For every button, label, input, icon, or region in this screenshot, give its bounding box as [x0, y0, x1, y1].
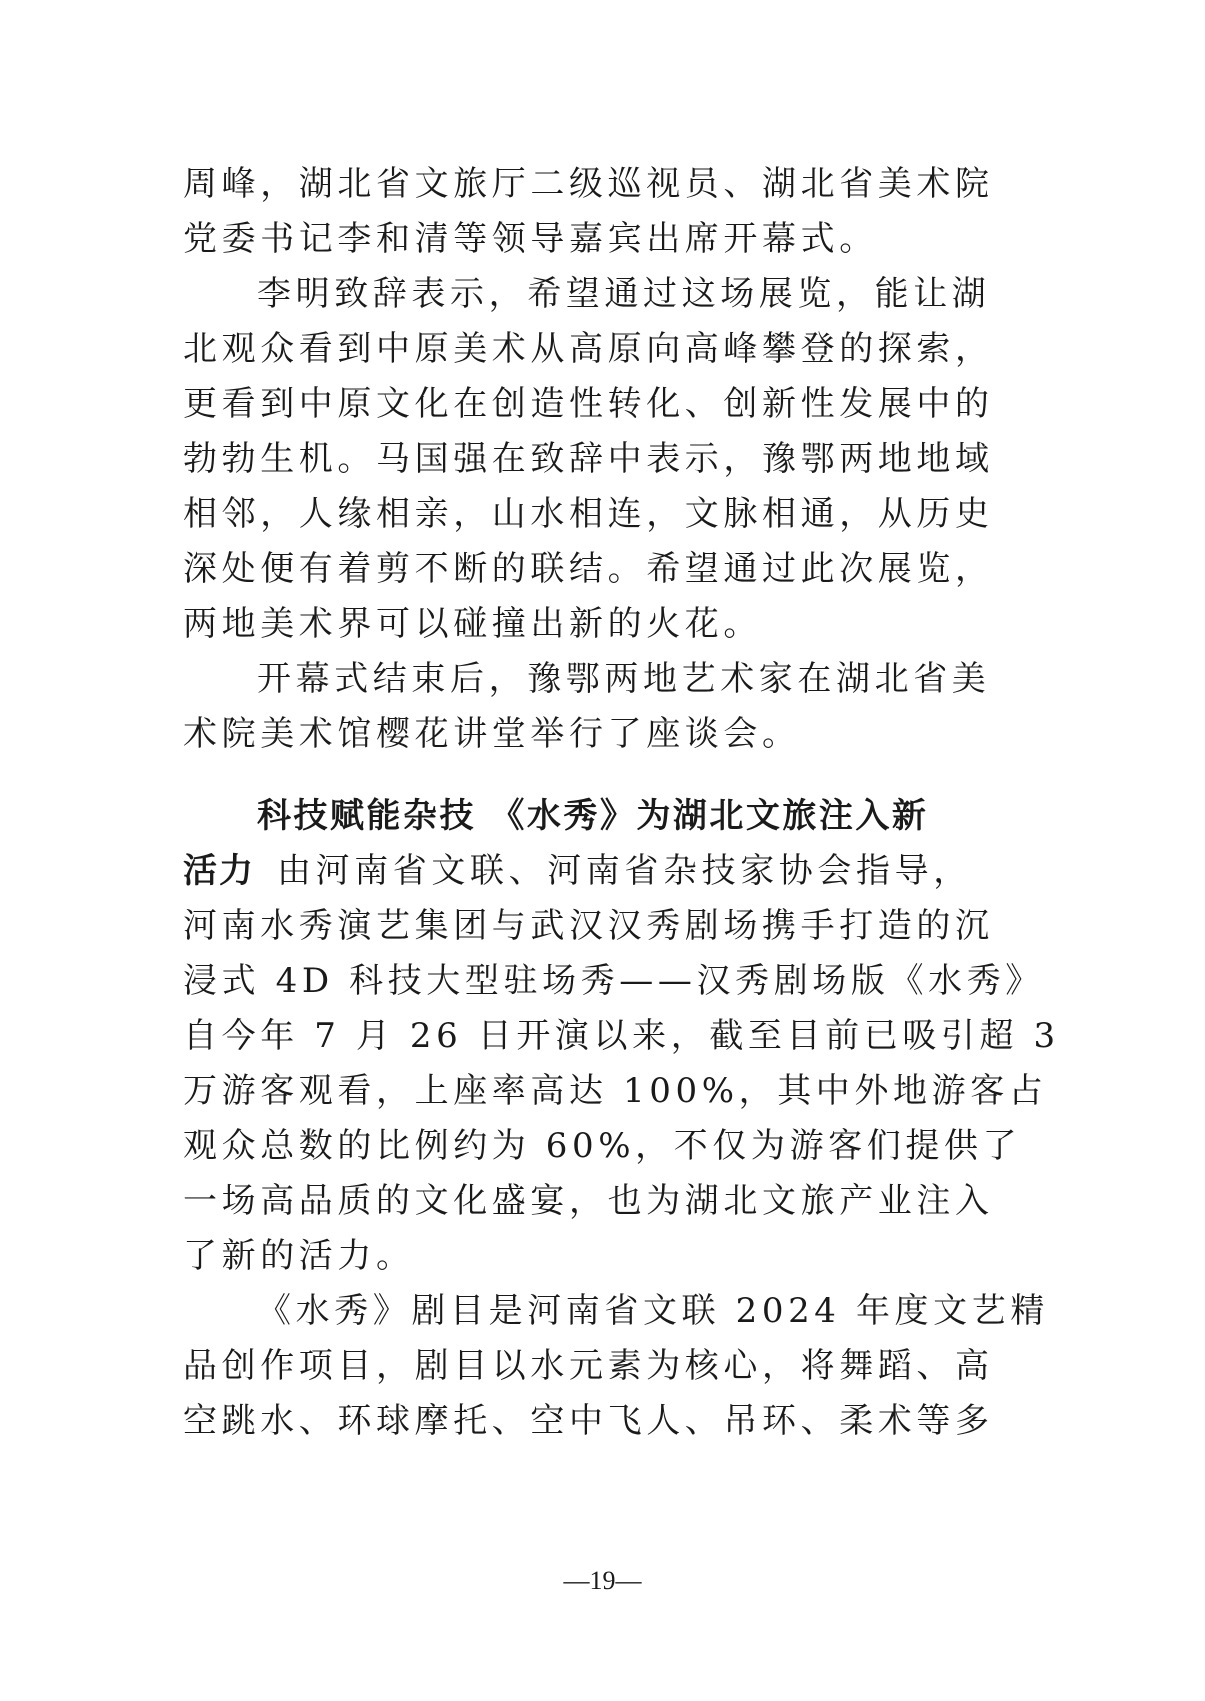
body-text-line: 术院美术馆樱花讲堂举行了座谈会。 [183, 714, 801, 754]
body-text-line: 北观众看到中原美术从高原向高峰攀登的探索， [183, 329, 994, 369]
body-text-line: 周峰，湖北省文旅厅二级巡视员、湖北省美术院 [183, 164, 994, 204]
body-text-line: 河南水秀演艺集团与武汉汉秀剧场携手打造的沉 [183, 906, 994, 946]
section-heading-tail: 活力 [183, 851, 255, 891]
body-text-line: 深处便有着剪不断的联结。希望通过此次展览， [183, 549, 994, 589]
body-text-line: 勃勃生机。马国强在致辞中表示，豫鄂两地地域 [183, 439, 994, 479]
body-text-line: 了新的活力。 [183, 1236, 415, 1276]
body-text-line: 一场高品质的文化盛宴，也为湖北文旅产业注入 [183, 1181, 994, 1221]
body-text-line: 空跳水、环球摩托、空中飞人、吊环、柔术等多 [183, 1401, 994, 1441]
page-number: —19— [563, 1566, 642, 1595]
body-text-line: 观众总数的比例约为 60%，不仅为游客们提供了 [183, 1126, 1022, 1166]
body-text-line: 万游客观看，上座率高达 100%，其中外地游客占 [183, 1071, 1048, 1111]
paragraph-first-line: 《水秀》剧目是河南省文联 2024 年度文艺精 [257, 1291, 1049, 1331]
paragraph-first-line: 开幕式结束后，豫鄂两地艺术家在湖北省美 [257, 659, 991, 699]
body-text-line: 党委书记李和清等领导嘉宾出席开幕式。 [183, 219, 878, 259]
body-text-line: 两地美术界可以碰撞出新的火花。 [183, 604, 762, 644]
body-text-line: 浸式 4D 科技大型驻场秀——汉秀剧场版《水秀》 [183, 961, 1044, 1001]
body-text-line: 品创作项目，剧目以水元素为核心，将舞蹈、高 [183, 1346, 994, 1386]
section-heading: 科技赋能杂技 《水秀》为湖北文旅注入新 [257, 796, 929, 836]
body-text-line: 自今年 7 月 26 日开演以来，截至目前已吸引超 3 [183, 1016, 1060, 1056]
body-text-line: 相邻，人缘相亲，山水相连，文脉相通，从历史 [183, 494, 994, 534]
body-text-run: 由河南省文联、河南省杂技家协会指导， [277, 851, 972, 891]
body-text-line: 更看到中原文化在创造性转化、创新性发展中的 [183, 384, 994, 424]
section-heading-continuation [183, 844, 1023, 899]
paragraph-first-line: 李明致辞表示，希望通过这场展览，能让湖 [257, 274, 991, 314]
